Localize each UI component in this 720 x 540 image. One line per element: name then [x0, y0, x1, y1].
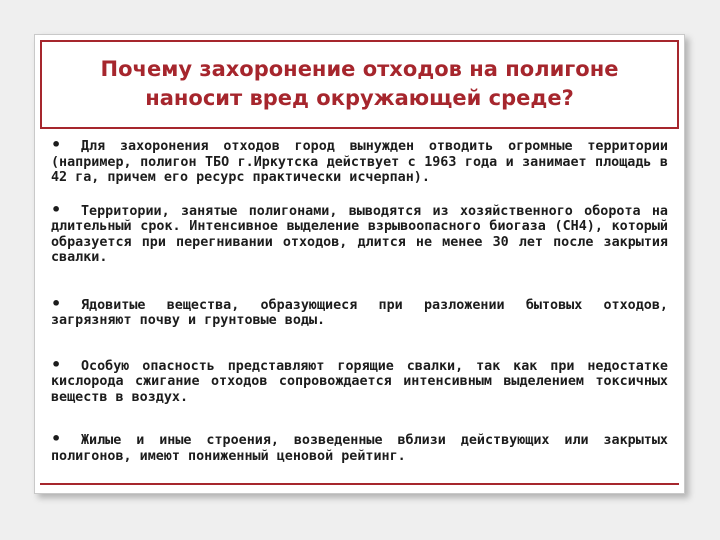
slide-title: [47, 55, 672, 113]
slide-title-line-2: наносит вред окружающей среде?: [145, 86, 574, 110]
paragraph-text: Ядовитые вещества, образующиеся при разложении бытовых отходов, загрязняют почву и грунтовые воды.: [51, 297, 668, 328]
title-box-left-border: [40, 40, 42, 128]
bullet-icon: •: [51, 429, 62, 448]
paragraph-text: Жилые и иные строения, возведенные вблизи действующих или закрытых полигонов, имеют пониженный ценовой рейтинг.: [51, 433, 668, 464]
title-box-bottom-border: [40, 127, 679, 129]
slide-bottom-border: [40, 483, 679, 485]
paragraph-text: Для захоронения отходов город вынужден отводить огромные территории (например, полигон ТБО г.Иркутска действует с 1963 года и занимает площадь в 42 га, причем его ресурс практически исчерпан).: [51, 139, 668, 185]
paragraph-text: Территории, занятые полигонами, выводятся из хозяйственного оборота на длительный срок. Интенсивное выделение взрывоопасного биогаза (СН4), который образуется при перегнивании отходов, длится не менее 30 лет после закрытия свалки.: [51, 203, 668, 265]
bullet-paragraph: [51, 429, 668, 464]
bullet-icon: •: [51, 135, 62, 154]
slide-frame: [34, 34, 685, 494]
bullet-paragraph: [51, 199, 668, 266]
bullet-icon: •: [51, 199, 62, 219]
bullet-icon: •: [51, 354, 62, 374]
paragraph-text: Особую опасность представляют горящие свалки, так как при недостатке кислорода сжигание отходов сопровождается интенсивным выделением токсичных веществ в воздух.: [51, 358, 668, 405]
title-box-top-border: [40, 40, 679, 42]
bullet-paragraph: [51, 293, 668, 329]
bullet-paragraph: [51, 135, 668, 186]
bullet-icon: •: [51, 293, 62, 313]
slide-title-line-1: Почему захоронение отходов на полигоне: [100, 57, 619, 81]
bullet-paragraph: [51, 354, 668, 406]
slide-body: [51, 131, 668, 464]
title-box-right-border: [677, 40, 679, 128]
